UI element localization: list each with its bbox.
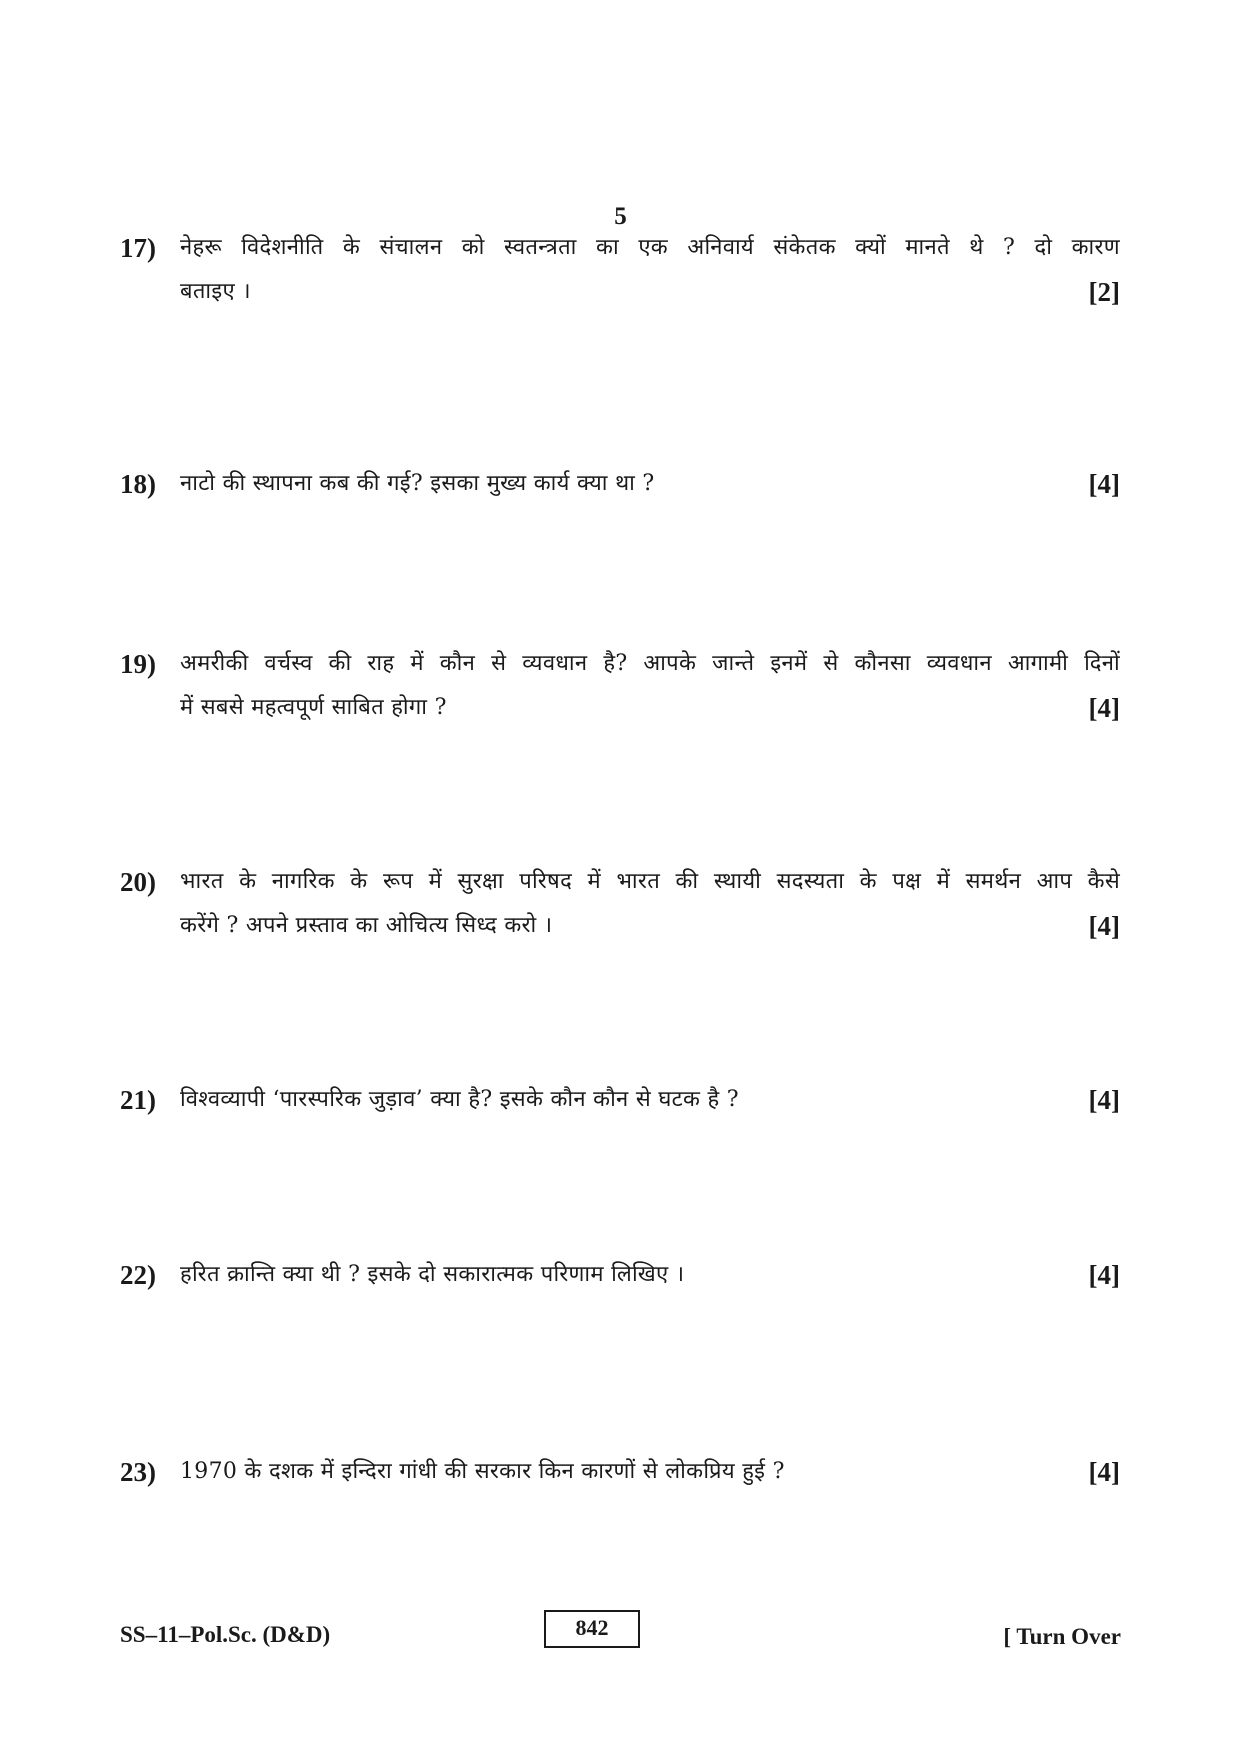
question-text — [180, 1078, 1120, 1122]
question-number: 18) — [120, 469, 156, 499]
question-marks: [4] — [1088, 469, 1120, 499]
question-text-line: करेंगे ? अपने प्रस्ताव का ओचित्य सिध्द करो । — [180, 913, 553, 938]
paper-number-box: 842 — [544, 1610, 640, 1648]
question-text-line: विश्वव्यापी ‘पारस्परिक जुड़ाव’ क्या है? इसके कौन कौन से घटक है ? — [180, 1087, 739, 1112]
question-marks: [4] — [1088, 911, 1120, 941]
question-text-line: नेहरू विदेशनीति के संचालन को स्वतन्त्रता का एक अनिवार्य संकेतक क्यों मानते थे ? दो कारण — [180, 235, 1120, 260]
question-marks: [2] — [1088, 277, 1120, 307]
question-22 — [120, 1253, 1120, 1297]
page-number: 5 — [614, 203, 627, 230]
question-number: 23) — [120, 1457, 156, 1487]
question-19 — [120, 642, 1120, 730]
question-text — [180, 462, 1120, 506]
question-23 — [120, 1450, 1120, 1494]
question-number: 21) — [120, 1085, 156, 1115]
question-number: 22) — [120, 1260, 156, 1290]
question-text — [180, 860, 1120, 948]
question-text-line: अमरीकी वर्चस्व की राह में कौन से व्यवधान है? आपके जान्ते इनमें से कौनसा व्यवधान आगामी दिनों — [180, 651, 1120, 676]
question-21 — [120, 1078, 1120, 1122]
question-text — [180, 226, 1120, 314]
question-number: 19) — [120, 649, 156, 679]
turn-over-label: [ Turn Over — [1003, 1624, 1121, 1649]
question-20 — [120, 860, 1120, 948]
question-text-line: हरित क्रान्ति क्या थी ? इसके दो सकारात्मक परिणाम लिखिए । — [180, 1262, 685, 1287]
question-marks: [4] — [1088, 693, 1120, 723]
question-text — [180, 1253, 1120, 1297]
question-number: 17) — [120, 233, 156, 263]
question-text-line: में सबसे महत्वपूर्ण साबित होगा ? — [180, 695, 447, 720]
question-text-line: भारत के नागरिक के रूप में सुरक्षा परिषद में भारत की स्थायी सदस्यता के पक्ष में समर्थन आप कैसे — [180, 869, 1120, 894]
question-text-line: बताइए । — [180, 279, 251, 304]
question-marks: [4] — [1088, 1260, 1120, 1290]
question-text-line: 1970 के दशक में इन्दिरा गांधी की सरकार किन कारणों से लोकप्रिय हुई ? — [180, 1459, 785, 1484]
question-text-line: नाटो की स्थापना कब की गई? इसका मुख्य कार्य क्या था ? — [180, 471, 655, 496]
question-marks: [4] — [1088, 1457, 1120, 1487]
paper-code: SS–11–Pol.Sc. (D&D) — [120, 1622, 331, 1647]
question-text — [180, 642, 1120, 730]
question-18 — [120, 462, 1120, 506]
question-17 — [120, 226, 1120, 314]
question-number: 20) — [120, 867, 156, 897]
question-marks: [4] — [1088, 1085, 1120, 1115]
question-text — [180, 1450, 1120, 1494]
